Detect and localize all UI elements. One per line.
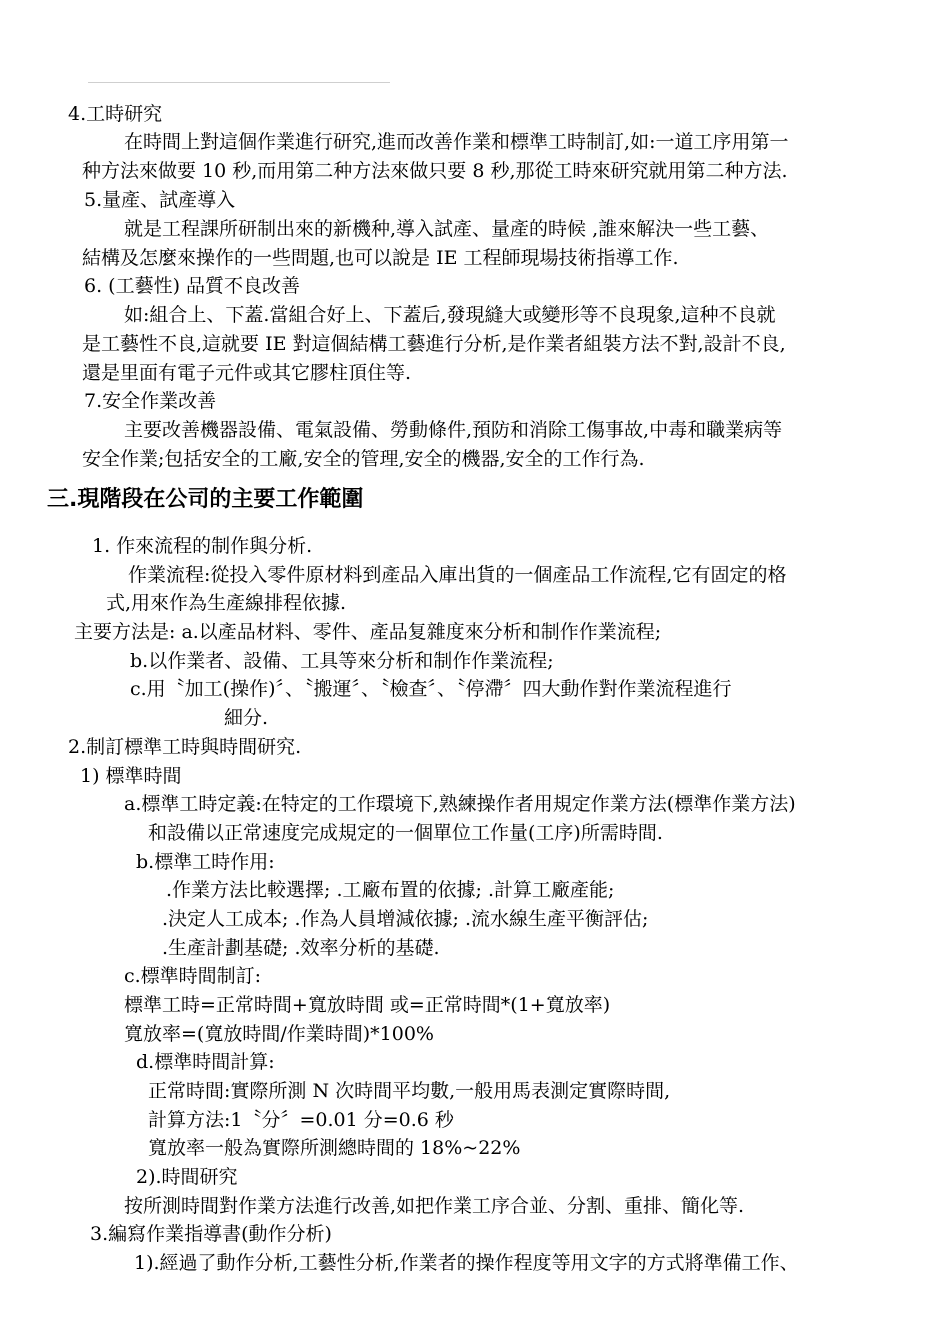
paragraph-line: 和設備以正常速度完成規定的一個單位工作量(工序)所需時間. xyxy=(148,822,663,844)
paragraph-line: d.標準時間計算: xyxy=(136,1051,275,1073)
paragraph-line: 計算方法:1〝分〞=0.01 分=0.6 秒 xyxy=(148,1109,454,1131)
paragraph-line: 种方法來做要 10 秒,而用第二种方法來做只要 8 秒,那從工時來研究就用第二种方法. xyxy=(82,160,788,182)
item-1-heading: 1. 作來流程的制作與分析. xyxy=(92,535,313,557)
top-rule xyxy=(88,82,390,83)
section-5-heading: 5.量產、試產導入 xyxy=(84,189,236,211)
paragraph-line: 式,用來作為生產線排程依據. xyxy=(106,592,347,614)
item-2-heading: 2.制訂標準工時與時間研究. xyxy=(68,736,302,758)
formula-line: 標準工時=正常時間+寬放時間 或=正常時間*(1+寬放率) xyxy=(124,994,611,1016)
paragraph-line: b.標準工時作用: xyxy=(136,851,275,873)
paragraph-line: 是工藝性不良,這就要 IE 對這個結構工藝進行分析,是作業者組裝方法不對,設計不良, xyxy=(82,333,786,355)
paragraph-line: .決定人工成本; .作為人員增減依據; .流水線生產平衡評估; xyxy=(162,908,649,930)
paragraph-line: 安全作業;包括安全的工廠,安全的管理,安全的機器,安全的工作行為. xyxy=(82,448,645,470)
paragraph-line: b.以作業者、設備、工具等來分析和制作作業流程; xyxy=(130,650,554,672)
formula-line: 寬放率=(寬放時間/作業時間)*100% xyxy=(124,1023,434,1045)
sub-heading: 1) 標準時間 xyxy=(80,765,182,787)
paragraph-line: 就是工程課所研制出來的新機种,導入試產、量產的時候 ,誰來解決一些工藝、 xyxy=(124,218,770,240)
paragraph-line: 如:組合上、下蓋.當組合好上、下蓋后,發現縫大或變形等不良現象,這种不良就 xyxy=(124,304,776,326)
paragraph-line: 1).經過了動作分析,工藝性分析,作業者的操作程度等用文字的方式將準備工作、 xyxy=(134,1252,799,1274)
paragraph-line: 細分. xyxy=(224,707,269,729)
paragraph-line: 結構及怎麼來操作的一些問題,也可以說是 IE 工程師現場技術指導工作. xyxy=(82,247,679,269)
paragraph-line: 還是里面有電子元件或其它膠柱頂住等. xyxy=(82,362,412,384)
paragraph-line: c.標準時間制訂: xyxy=(124,965,262,987)
paragraph-line: 主要方法是: a.以產品材料、零件、產品复雜度來分析和制作作業流程; xyxy=(74,621,662,643)
paragraph-line: .作業方法比較選擇; .工廠布置的依據; .計算工廠產能; xyxy=(166,879,615,901)
paragraph-line: 寬放率一般為實際所測總時間的 18%~22% xyxy=(148,1137,521,1159)
section-4-heading: 4.工時研究 xyxy=(68,103,163,125)
paragraph-line: 在時間上對這個作業進行研究,進而改善作業和標準工時制訂,如:一道工序用第一 xyxy=(124,131,789,153)
paragraph-line: .生產計劃基礎; .效率分析的基礎. xyxy=(162,937,440,959)
paragraph-line: 正常時間:實際所測 N 次時間平均數,一般用馬表測定實際時間, xyxy=(148,1080,671,1102)
sub-heading: 2).時間研究 xyxy=(136,1166,238,1188)
section-6-heading: 6. (工藝性) 品質不良改善 xyxy=(84,275,301,297)
paragraph-line: a.標準工時定義:在特定的工作環境下,熟練操作者用規定作業方法(標準作業方法) xyxy=(124,793,796,815)
paragraph-line: 作業流程:從投入零件原材料到產品入庫出貨的一個產品工作流程,它有固定的格 xyxy=(128,564,787,586)
paragraph-line: 按所測時間對作業方法進行改善,如把作業工序合並、分割、重排、簡化等. xyxy=(124,1195,745,1217)
paragraph-line: 主要改善機器設備、電氣設備、勞動條件,預防和消除工傷事故,中毒和職業病等 xyxy=(124,419,783,441)
section-7-heading: 7.安全作業改善 xyxy=(84,390,217,412)
item-3-heading: 3.編寫作業指導書(動作分析) xyxy=(90,1223,332,1245)
paragraph-line: c.用〝加工(操作)〞、〝搬運〞、〝檢查〞、〝停滯〞四大動作對作業流程進行 xyxy=(130,678,732,700)
chapter-3-heading: 三.現階段在公司的主要工作範圍 xyxy=(47,487,364,512)
